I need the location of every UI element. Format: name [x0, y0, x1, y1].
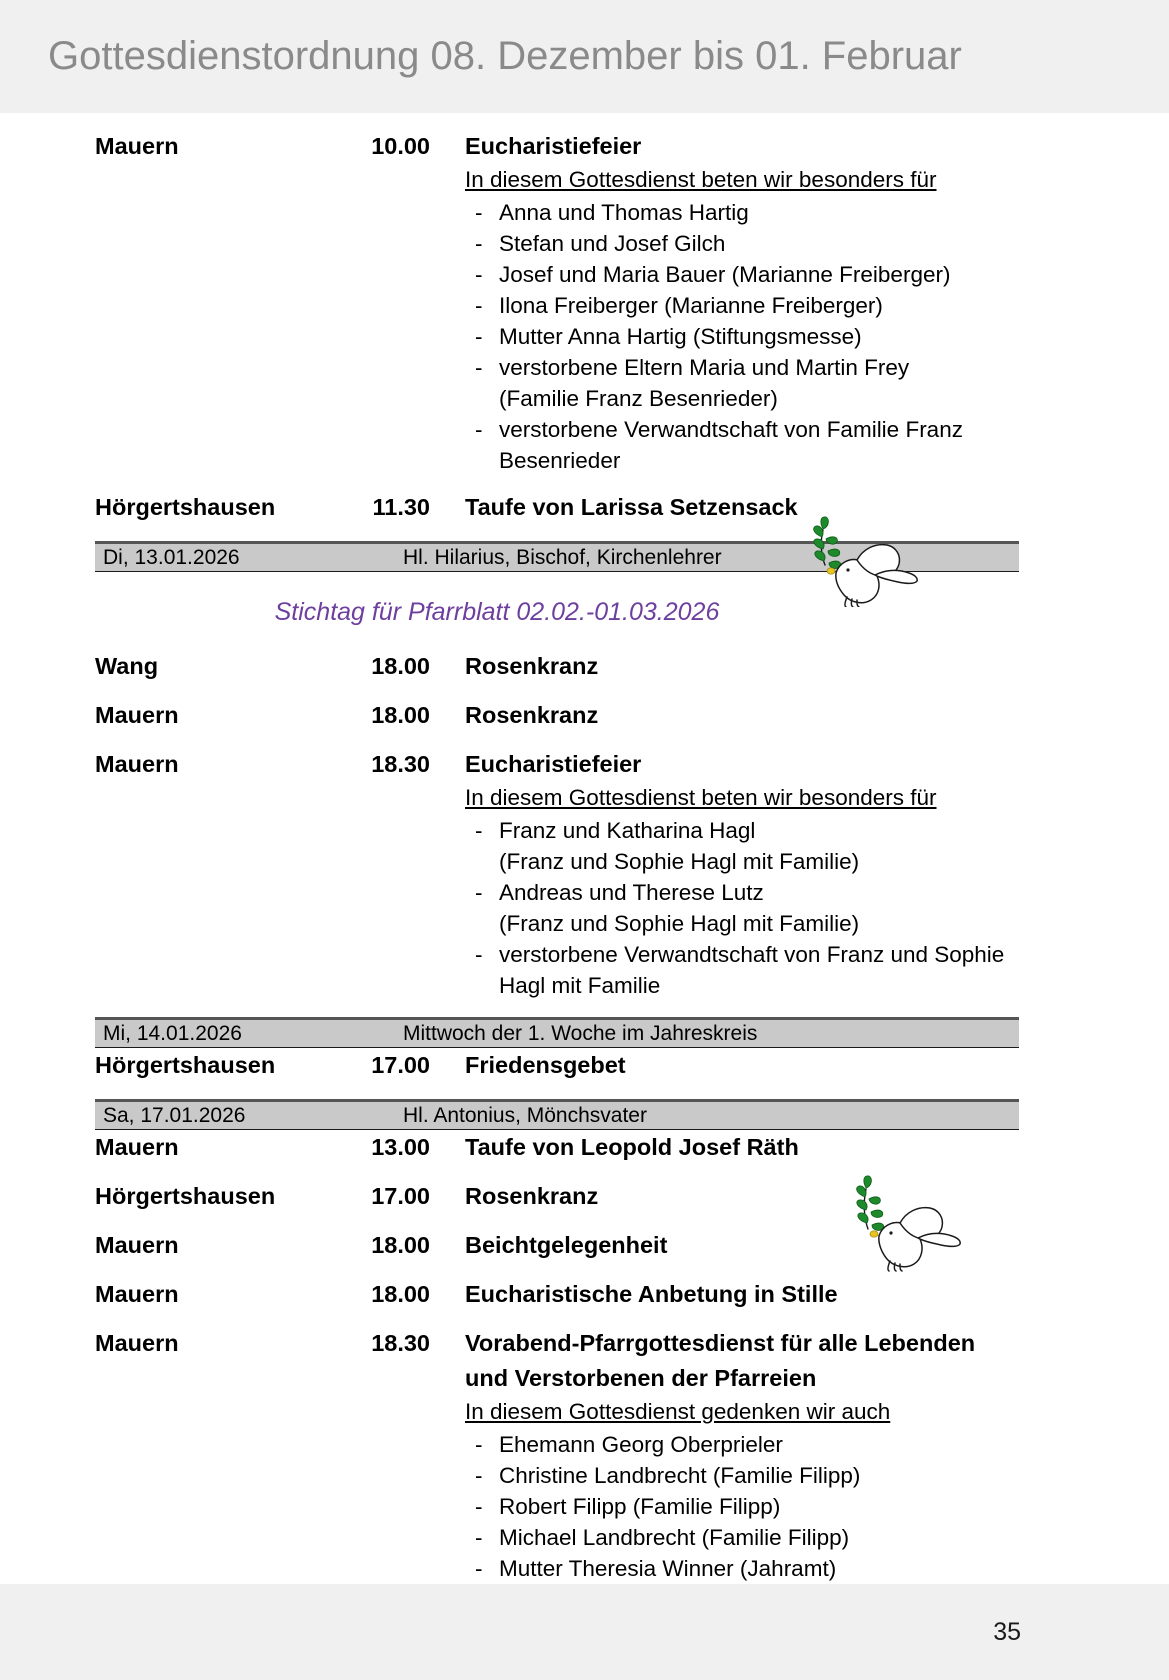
day-band	[95, 541, 1019, 572]
service-row	[95, 1228, 1019, 1263]
service-row	[95, 1277, 1019, 1312]
intention-line: Mutter Anna Hartig (Stiftungsmesse)	[499, 324, 862, 349]
day-band-name: Hl. Antonius, Mönchsvater	[403, 1103, 647, 1127]
intention-item	[475, 197, 1019, 228]
service-title: Taufe von Larissa Setzensack	[465, 494, 798, 520]
intentions-list	[465, 1429, 1019, 1584]
intention-line-continued: (Familie Franz Besenrieder)	[499, 386, 778, 411]
intention-line-continued: Besenrieder	[499, 448, 621, 473]
intention-line: Andreas und Therese Lutz	[499, 880, 764, 905]
bullet-dash-icon: -	[475, 231, 483, 256]
page-number: 35	[993, 1617, 1021, 1646]
bullet-dash-icon: -	[475, 355, 483, 380]
intention-item	[475, 259, 1019, 290]
intention-item	[475, 939, 1019, 1001]
service-place: Mauern	[95, 1232, 179, 1258]
service-time: 17.00	[371, 1183, 430, 1209]
service-place: Mauern	[95, 751, 179, 777]
service-time: 10.00	[371, 133, 430, 159]
page-header	[0, 0, 1169, 113]
intention-text	[499, 352, 1019, 414]
service-place: Hörgertshausen	[95, 1183, 276, 1209]
intention-text	[499, 321, 1019, 352]
service-place: Mauern	[95, 702, 179, 728]
intentions-block	[430, 1396, 1019, 1584]
intention-text	[499, 290, 1019, 321]
service-section-2	[95, 649, 1019, 1001]
service-place: Wang	[95, 653, 159, 679]
bullet-dash-icon: -	[475, 942, 483, 967]
service-section-3	[95, 1048, 1019, 1083]
service-title: Rosenkranz	[465, 702, 599, 728]
intention-text	[499, 1429, 1019, 1460]
intention-item	[475, 290, 1019, 321]
intention-line: verstorbene Verwandtschaft von Franz und Sophie	[499, 942, 1005, 967]
day-band	[95, 1017, 1019, 1048]
service-row	[95, 1048, 1019, 1083]
service-place: Hörgertshausen	[95, 494, 276, 520]
service-title: Rosenkranz	[465, 1183, 599, 1209]
service-time: 18.00	[371, 653, 430, 679]
day-band-date: Sa, 17.01.2026	[103, 1103, 246, 1127]
bullet-dash-icon: -	[475, 1525, 483, 1550]
deadline-notice: Stichtag für Pfarrblatt 02.02.-01.03.2026	[274, 598, 720, 626]
intention-line: Ilona Freiberger (Marianne Freiberger)	[499, 293, 883, 318]
service-row	[95, 649, 1019, 684]
page-content	[0, 113, 1169, 1584]
bullet-dash-icon: -	[475, 880, 483, 905]
service-row	[95, 490, 1019, 525]
day-band-name: Hl. Hilarius, Bischof, Kirchenlehrer	[403, 545, 722, 569]
service-time: 17.00	[371, 1052, 430, 1078]
day-band-date: Mi, 14.01.2026	[103, 1021, 242, 1045]
page-title: Gottesdienstordnung 08. Dezember bis 01. Februar	[48, 34, 962, 78]
day-band-date: Di, 13.01.2026	[103, 545, 240, 569]
service-section-1	[95, 129, 1019, 525]
service-place: Hörgertshausen	[95, 1052, 276, 1078]
intention-text	[499, 197, 1019, 228]
service-time: 18.00	[371, 702, 430, 728]
bullet-dash-icon: -	[475, 417, 483, 442]
intention-item	[475, 815, 1019, 877]
intentions-block	[430, 164, 1019, 476]
intention-item	[475, 321, 1019, 352]
intention-text	[499, 1553, 1019, 1584]
intention-line-continued: (Franz und Sophie Hagl mit Familie)	[499, 849, 860, 874]
day-band-name: Mittwoch der 1. Woche im Jahreskreis	[403, 1021, 758, 1045]
service-row	[95, 1326, 1019, 1396]
schedule-container	[0, 113, 1169, 1584]
intention-line-continued: (Franz und Sophie Hagl mit Familie)	[499, 911, 860, 936]
bullet-dash-icon: -	[475, 818, 483, 843]
intention-item	[475, 1491, 1019, 1522]
intention-text	[499, 877, 1019, 939]
service-time: 18.00	[371, 1281, 430, 1307]
intention-item	[475, 1460, 1019, 1491]
service-place: Mauern	[95, 1134, 179, 1160]
service-title: Eucharistische Anbetung in Stille	[465, 1281, 838, 1307]
intention-line: verstorbene Verwandtschaft von Familie Franz	[499, 417, 963, 442]
intention-line: Robert Filipp (Familie Filipp)	[499, 1494, 781, 1519]
intentions-heading: In diesem Gottesdienst beten wir besonders für	[465, 785, 937, 810]
intention-item	[475, 1522, 1019, 1553]
service-section-4	[95, 1130, 1019, 1584]
service-title: Eucharistiefeier	[465, 751, 642, 777]
intention-text	[499, 259, 1019, 290]
service-title: Rosenkranz	[465, 653, 599, 679]
day-band	[95, 1099, 1019, 1130]
intention-text	[499, 414, 1019, 476]
intention-line: Michael Landbrecht (Familie Filipp)	[499, 1525, 850, 1550]
bullet-dash-icon: -	[475, 324, 483, 349]
intention-item	[475, 1553, 1019, 1584]
bullet-dash-icon: -	[475, 293, 483, 318]
service-row	[95, 129, 1019, 164]
service-place: Mauern	[95, 1330, 179, 1356]
intention-line: verstorbene Eltern Maria und Martin Frey	[499, 355, 910, 380]
intention-line: Josef und Maria Bauer (Marianne Freiberger)	[499, 262, 951, 287]
intentions-list	[465, 815, 1019, 1001]
service-row	[95, 747, 1019, 782]
service-title: Vorabend-Pfarrgottesdienst für alle Lebenden und Verstorbenen der Pfarreien	[465, 1330, 976, 1391]
bullet-dash-icon: -	[475, 1463, 483, 1488]
intention-line: Christine Landbrecht (Familie Filipp)	[499, 1463, 861, 1488]
service-time: 18.30	[371, 1330, 430, 1356]
service-time: 18.30	[371, 751, 430, 777]
service-place: Mauern	[95, 1281, 179, 1307]
service-time: 11.30	[372, 494, 430, 520]
intentions-heading: In diesem Gottesdienst gedenken wir auch	[465, 1399, 891, 1424]
bullet-dash-icon: -	[475, 1432, 483, 1457]
service-row	[95, 1179, 1019, 1214]
intention-line: Franz und Katharina Hagl	[499, 818, 756, 843]
intention-text	[499, 1522, 1019, 1553]
intention-text	[499, 815, 1019, 877]
intention-line: Anna und Thomas Hartig	[499, 200, 749, 225]
intentions-block	[430, 782, 1019, 1001]
service-row	[95, 1130, 1019, 1165]
bullet-dash-icon: -	[475, 200, 483, 225]
intentions-heading: In diesem Gottesdienst beten wir besonders für	[465, 167, 937, 192]
intention-text	[499, 228, 1019, 259]
service-title: Friedensgebet	[465, 1052, 626, 1078]
service-place: Mauern	[95, 133, 179, 159]
service-time: 13.00	[371, 1134, 430, 1160]
intention-line: Stefan und Josef Gilch	[499, 231, 726, 256]
intention-item	[475, 228, 1019, 259]
service-time: 18.00	[371, 1232, 430, 1258]
service-title: Beichtgelegenheit	[465, 1232, 668, 1258]
page-footer	[0, 1584, 1169, 1680]
service-title: Taufe von Leopold Josef Räth	[465, 1134, 799, 1160]
intention-text	[499, 1460, 1019, 1491]
intention-line: Mutter Theresia Winner (Jahramt)	[499, 1556, 837, 1581]
intention-item	[475, 1429, 1019, 1460]
service-title: Eucharistiefeier	[465, 133, 642, 159]
intentions-list	[465, 197, 1019, 476]
service-row	[95, 698, 1019, 733]
bullet-dash-icon: -	[475, 262, 483, 287]
intention-item	[475, 352, 1019, 414]
bullet-dash-icon: -	[475, 1494, 483, 1519]
intention-text	[499, 1491, 1019, 1522]
intention-text	[499, 939, 1019, 1001]
intention-line: Ehemann Georg Oberprieler	[499, 1432, 783, 1457]
bullet-dash-icon: -	[475, 1556, 483, 1581]
intention-item	[475, 877, 1019, 939]
intention-line-continued: Hagl mit Familie	[499, 973, 661, 998]
intention-item	[475, 414, 1019, 476]
